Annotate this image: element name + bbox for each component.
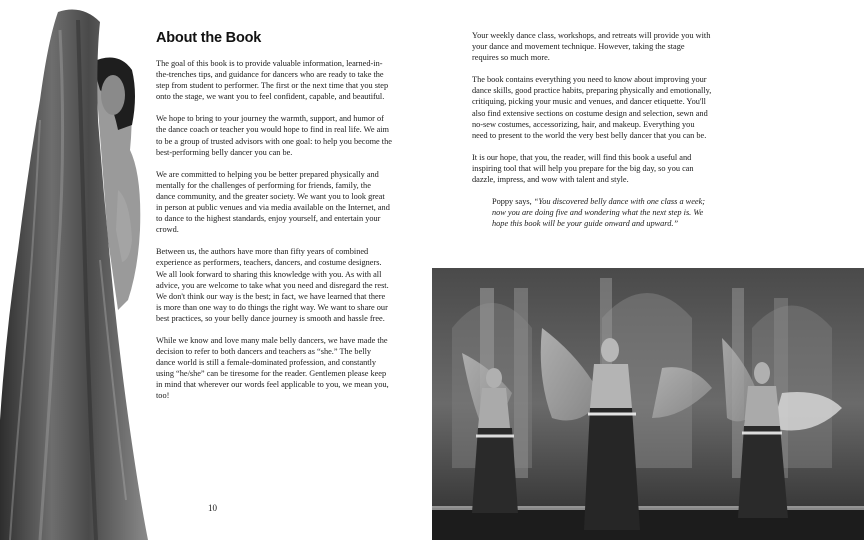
page-number: 10 [208,503,217,513]
section-heading: About the Book [156,30,262,46]
quote-speaker: Poppy says, [492,197,534,207]
left-text-column [156,30,392,413]
body-paragraph: Your weekly dance class, workshops, and retreats will provide you with your dance and movement technique. However, taking the stage requires so much more. [472,31,711,63]
body-paragraph: The book contains everything you need to know about improving your dance skills, good practice habits, preparing physically and emotionally, critiquing, picking your music and venues, and dancer etiquette. You'll also find extensive sections on costume design and selection, sewn and no-sew costumes, accessorizing, hair, and makeup. Everything you need to present to the world the very best belly dancer that you can be. [472,75,712,140]
quote-text: “You discovered belly dance with one class a week; now you are doing five and wondering what the next step is. We hope this book will be your guide onward and upward.” [492,197,706,229]
body-paragraph: The goal of this book is to provide valuable information, learned-in-the-trenches tips, and guidance for dancers who are ready to take the step from student to performer. The first or the next time that you step onto the stage, we want you to feel confident, capable, and beautiful. [156,59,389,102]
body-paragraph: It is our hope, that you, the reader, will find this book a useful and inspiring tool that will help you prepare for the big day, so you can dazzle, impress, and wow with talent and style. [472,152,694,185]
veiled-dancer-photo [0,0,150,540]
body-paragraph: Between us, the authors have more than fifty years of combined experience as performers, teachers, dancers, and costume designers. We all look forward to sharing this knowledge with you. As with all advice, you are welcome to take what you need and disregard the rest. We don't think our way is the best; in fact, we have learned that there is more than one way to do things the right way. We want to share our best practices, so your belly dance journey is smooth and hassle free. [156,247,389,323]
body-paragraph: We are committed to helping you be better prepared physically and mentally for the challenges of performing for friends, family, the dance community, and the greater society. We want you to look great in person at public venues and via media available on the Internet, and to dance to the highest standards, enjoy yourself, and entertain your crowd. [156,169,390,235]
body-paragraph: While we know and love many male belly dancers, we have made the decision to refer to both dancers and teachers as “she.” The belly dance world is still a female-dominated profession, and constantly using “he/she” can be tiresome for the reader. Gentlemen please keep in mind that wherever our words feel applicable to you, we mean you, too! [156,335,389,401]
body-paragraph: We hope to bring to your journey the warmth, support, and humor of the dance coach or teacher you would hope to find in real life. We aim to be a group of trusted advisors with one goal: to help you become the best-performing belly dancer you can be. [156,114,392,157]
right-text-column [472,30,712,229]
pull-quote [492,196,712,229]
stage-performance-photo [432,268,864,540]
